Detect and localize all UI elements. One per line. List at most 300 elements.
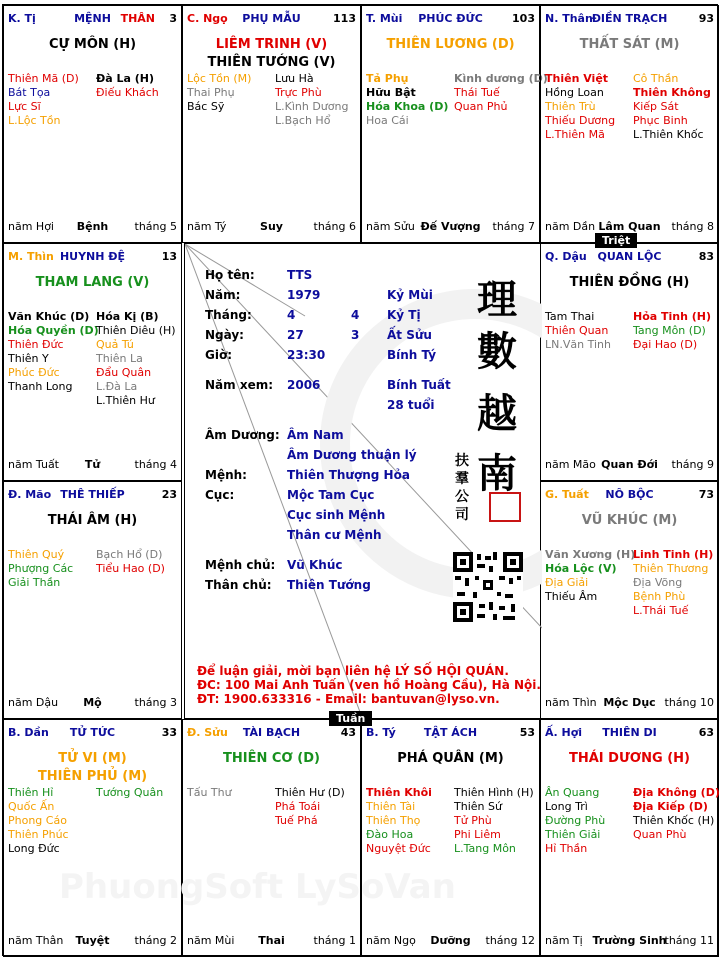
minor-star: Phi Liêm [454,828,501,841]
palace-footer [366,220,535,234]
minor-star: Quan Phủ [454,100,508,113]
minor-star: L.Thiên Mã [545,128,605,141]
palace-header [8,250,177,264]
main-star: PHÁ QUÂN (M) [397,751,504,766]
palace-phase: Mộ [83,696,102,709]
palace-name: ĐIỀN TRẠCH [591,12,668,25]
minor-star: Thiên Mã (D) [8,72,79,85]
minor-star: Đào Hoa [366,828,414,841]
label-amduong: Âm Dương: [205,428,280,442]
palace-number: 103 [512,12,535,25]
calligraphy-char-1: 理 [477,276,517,323]
minor-stars-left [366,786,432,856]
palace-number: 113 [333,12,356,25]
seal-char-1: 扶 [455,453,469,469]
value-cuc-3: Thân cư Mệnh [287,528,382,542]
main-star: THAM LANG (V) [35,275,150,290]
label-gio: Giờ: [205,348,233,362]
palace-year: năm Hợi [8,220,54,233]
palace-ti [3,5,182,243]
palace-number: 33 [161,726,177,739]
value-thang-al: 4 [351,308,360,322]
minor-star: Thái Tuế [454,86,500,99]
label-namxem: Năm xem: [205,378,274,392]
palace-month: tháng 1 [313,934,356,947]
value-gio-can: Bính Tý [387,348,437,362]
palace-year: năm Tị [545,934,583,947]
minor-star: L.Thiên Hư [96,394,155,407]
minor-star: Lộc Tồn (M) [187,72,252,85]
palace-branch: Đ. Mão [8,488,52,501]
palace-month: tháng 11 [664,934,714,947]
palace-branch: Q. Dậu [545,250,587,263]
palace-month: tháng 12 [485,934,535,947]
label-thanchu: Thân chủ: [205,578,272,592]
main-stars [4,512,181,530]
minor-star: Giải Thần [8,576,61,589]
palace-name: HUYNH ĐỆ [59,250,126,263]
palace-phase: Đế Vượng [420,220,481,233]
minor-star: Tấu Thư [187,786,232,799]
minor-star: Thiên Quan [545,324,609,337]
label-menhchu: Mệnh chủ: [205,558,276,572]
minor-star: Hồng Loan [545,86,604,99]
main-stars [362,36,539,54]
minor-stars-right [96,72,159,100]
contact-line-2: ĐC: 100 Mai Anh Tuấn (ven hồ Hoàng Cầu), Hà Nội. [197,678,541,692]
minor-star: Thiên Quý [8,548,65,561]
palace-footer [366,934,535,948]
minor-star: Tướng Quân [96,786,164,799]
value-hoten: TTS [287,268,313,282]
minor-star: Hóa Quyền (D) [8,324,99,337]
minor-star: Hỉ Thần [545,842,588,855]
value-namxem: 2006 [287,378,321,392]
minor-star: Tang Môn (D) [633,324,706,337]
palace-footer [545,220,714,234]
minor-star: L.Đà La [96,380,138,393]
minor-stars-left [366,72,448,128]
calligraphy-char-2: 數 [477,328,517,375]
value-gio: 23:30 [287,348,326,362]
palace-tuat [540,481,719,719]
minor-star: Lực Sĩ [8,100,41,113]
minor-star: Văn Xương (H) [545,548,636,561]
minor-star: Quốc Ấn [8,800,55,813]
label-nam: Năm: [205,288,241,302]
minor-star: Tử Phù [454,814,492,827]
minor-star: Thiên Khôi [366,786,432,799]
main-stars [4,274,181,292]
minor-stars-left [8,310,99,394]
qr-code [453,552,523,622]
minor-star: Phúc Đức [8,366,60,379]
palace-phase: Quan Đới [601,458,658,471]
minor-star: Bệnh Phù [633,590,686,603]
palace-month: tháng 5 [134,220,177,233]
minor-star: L.Tang Môn [454,842,516,855]
palace-header [545,726,714,740]
main-stars [541,36,718,54]
palace-name: TÀI BẠCH [242,726,301,739]
contact-line-3: ĐT: 1900.633316 - Email: bantuvan@lyso.vn. [197,692,500,706]
seal-char-3: 公 [455,489,469,505]
palace-month: tháng 7 [492,220,535,233]
palace-ty [361,719,540,957]
minor-stars-right [96,548,165,576]
palace-year: năm Thìn [545,696,597,709]
palace-name: QUAN LỘC [597,250,662,263]
palace-dan [3,719,182,957]
minor-stars-right [633,548,713,618]
main-stars [541,750,718,768]
minor-star: Kình dương (D) [454,72,548,85]
minor-star: L.Bạch Hổ [275,114,331,127]
minor-star: Thiên Thương [633,562,709,575]
main-star: THIÊN CƠ (D) [223,751,320,766]
minor-star: Thiên Giải [545,828,601,841]
minor-stars-left [8,548,73,590]
palace-number: 43 [340,726,356,739]
palace-month: tháng 2 [134,934,177,947]
palace-ngo [182,5,361,243]
main-stars [183,36,360,72]
minor-stars-left [545,72,615,142]
minor-star: Văn Khúc (D) [8,310,90,323]
main-stars [541,512,718,530]
minor-star: Ân Quang [545,786,600,799]
palace-month: tháng 9 [671,458,714,471]
palace-mao [3,481,182,719]
minor-star: Thiên Y [8,352,49,365]
value-cuc-1: Mộc Tam Cục [287,488,375,502]
contact-info [197,664,541,706]
seal-small-chars [455,452,469,524]
palace-phase: Mộc Dục [603,696,656,709]
minor-star: Thiên Trù [545,100,596,113]
center-panel [184,243,541,719]
seal-stamp [489,492,521,522]
minor-star: Thiên Không [633,86,711,99]
watermark: PhuongSoft LySoVan [59,867,456,907]
minor-star: Quả Tú [96,338,134,351]
label-thang: Tháng: [205,308,252,322]
minor-star: Bác Sỹ [187,100,225,113]
palace-year: năm Sửu [366,220,415,233]
minor-star: Thiên Hình (H) [454,786,534,799]
value-namxem-can: Bính Tuất [387,378,451,392]
palace-header [545,250,714,264]
minor-star: Hoa Cái [366,114,409,127]
palace-year: năm Mão [545,458,596,471]
palace-name: PHỤ MẪU [242,12,301,25]
value-nam-can: Kỷ Mùi [387,288,433,302]
main-stars [4,36,181,54]
palace-than [540,5,719,243]
palace-name: MỆNH [74,12,111,25]
label-hoten: Họ tên: [205,268,255,282]
palace-dau [540,243,719,481]
palace-header [8,488,177,502]
minor-stars-left [8,72,79,128]
palace-number: 73 [698,488,714,501]
palace-extra-marker: THÂN [120,12,155,25]
palace-number: 63 [698,726,714,739]
minor-star: Thiên Khốc (H) [633,814,715,827]
minor-star: Linh Tinh (H) [633,548,714,561]
palace-footer [545,934,714,948]
minor-star: Địa Kiếp (D) [633,800,708,813]
minor-stars-right [275,72,348,128]
palace-footer [8,934,177,948]
palace-footer [545,696,714,710]
calligraphy-char-3: 越 [477,390,517,437]
palace-branch: K. Tị [8,12,36,25]
minor-star: Đà La (H) [96,72,154,85]
minor-star: LN.Văn Tinh [545,338,611,351]
palace-header [8,726,177,740]
palace-year: năm Tuất [8,458,59,471]
minor-star: Hóa Kị (B) [96,310,159,323]
minor-star: Thiên Phúc [8,828,69,841]
palace-phase: Trường Sinh [592,934,667,947]
palace-year: năm Tý [187,220,227,233]
palace-number: 13 [161,250,177,263]
minor-stars-left [8,786,69,856]
main-star: THIÊN PHỦ (M) [37,769,148,784]
palace-branch: T. Mùi [366,12,403,25]
main-stars [362,750,539,768]
minor-star: Kiếp Sát [633,100,679,113]
minor-star: Đẩu Quân [96,366,152,379]
palace-year: năm Dần [545,220,596,233]
minor-star: L.Thái Tuế [633,604,689,617]
palace-year: năm Mùi [187,934,235,947]
minor-star: Địa Giải [545,576,589,589]
minor-stars-left [545,548,635,604]
seal-char-2: 羣 [455,471,469,487]
palace-branch: G. Tuất [545,488,589,501]
palace-year: năm Thân [8,934,64,947]
minor-star: Đường Phù [545,814,606,827]
palace-number: 93 [698,12,714,25]
minor-star: Phục Binh [633,114,688,127]
minor-star: Lưu Hà [275,72,314,85]
value-amduong-2: Âm Dương thuận lý [287,448,417,462]
palace-year: năm Dậu [8,696,59,709]
tuan-tag: Tuần [329,711,372,726]
main-star: TỬ VI (M) [58,751,127,766]
main-star: THÁI DƯƠNG (H) [568,751,691,766]
palace-number: 23 [161,488,177,501]
minor-star: Quan Phù [633,828,687,841]
palace-name: TỬ TỨC [69,726,116,739]
palace-month: tháng 10 [664,696,714,709]
palace-phase: Bệnh [76,220,109,233]
calligraphy-char-4: 南 [477,450,517,497]
main-star: LIÊM TRINH (V) [215,37,328,52]
minor-star: Bạch Hổ (D) [96,548,163,561]
palace-branch: B. Tý [366,726,396,739]
minor-star: Hóa Lộc (V) [545,562,617,575]
minor-star: Thiên Đức [8,338,64,351]
minor-star: Thiên Sứ [454,800,502,813]
palace-header [366,12,535,26]
value-thang-can: Kỷ Tị [387,308,421,322]
main-star: VŨ KHÚC (M) [581,513,678,528]
palace-name: THÊ THIẾP [60,488,125,501]
palace-thin [3,243,182,481]
minor-star: Trực Phù [275,86,322,99]
minor-star: Thiên Việt [545,72,609,85]
palace-branch: M. Thìn [8,250,54,263]
label-menh: Mệnh: [205,468,247,482]
minor-stars-left [187,72,251,114]
main-star: THIÊN LƯƠNG (D) [386,37,515,52]
minor-star: Tam Thai [545,310,595,323]
palace-year: năm Ngọ [366,934,416,947]
main-star: THIÊN ĐỒNG (H) [569,275,690,290]
palace-name: PHÚC ĐỨC [418,12,483,25]
minor-star: Phượng Các [8,562,74,575]
palace-header [8,12,177,26]
value-ngay: 27 [287,328,304,342]
palace-phase: Tuyệt [75,934,110,947]
main-stars [4,750,181,786]
palace-month: tháng 4 [134,458,177,471]
minor-stars-right [633,72,711,142]
value-amduong-1: Âm Nam [287,428,344,442]
palace-branch: N. Thân [545,12,593,25]
minor-star: Thiên Hư (D) [275,786,345,799]
value-menhchu: Vũ Khúc [287,558,343,572]
minor-stars-left [545,786,605,856]
value-ngay-al: 3 [351,328,360,342]
palace-name: TẬT ÁCH [423,726,478,739]
minor-star: Cô Thần [633,72,679,85]
minor-star: Thiên Diêu (H) [96,324,176,337]
minor-star: Thiếu Âm [545,590,598,603]
palace-header [187,12,356,26]
value-cuc-2: Cục sinh Mệnh [287,508,386,522]
minor-star: Tả Phụ [366,72,409,85]
minor-star: Thiên Hỉ [8,786,54,799]
value-menh: Thiên Thượng Hỏa [287,468,410,482]
value-thanchu: Thiên Tướng [287,578,371,592]
minor-stars-right [96,786,163,800]
label-cuc: Cục: [205,488,235,502]
minor-star: Thanh Long [8,380,73,393]
minor-star: Thiếu Dương [545,114,616,127]
contact-line-1: Để luận giải, mời bạn liên hệ LÝ SỐ HỘI QUÁN. [197,664,509,678]
palace-header [187,726,356,740]
minor-stars-right [454,72,548,114]
minor-stars-right [454,786,534,856]
seal-char-4: 司 [455,507,469,523]
minor-stars-left [545,310,611,352]
palace-footer [8,220,177,234]
palace-month: tháng 6 [313,220,356,233]
minor-star: Đại Hao (D) [633,338,698,351]
minor-star: Thai Phụ [187,86,235,99]
minor-star: Thiên Tài [366,800,416,813]
main-star: CỰ MÔN (H) [48,37,137,52]
palace-suu [182,719,361,957]
palace-phase: Lâm Quan [598,220,661,233]
minor-star: Hóa Khoa (D) [366,100,449,113]
main-stars [183,750,360,768]
value-tuoi: 28 tuổi [387,398,435,412]
palace-name: THIÊN DI [602,726,657,739]
minor-star: Nguyệt Đức [366,842,431,855]
value-nam: 1979 [287,288,321,302]
palace-footer [8,696,177,710]
palace-number: 83 [698,250,714,263]
minor-stars-right [633,786,720,842]
minor-star: Điếu Khách [96,86,159,99]
minor-stars-right [96,310,176,408]
main-star: THÁI ÂM (H) [47,513,138,528]
palace-header [545,488,714,502]
palace-phase: Suy [260,220,283,233]
minor-star: Bát Tọa [8,86,51,99]
minor-star: Thiên Thọ [366,814,421,827]
minor-star: Tiểu Hao (D) [96,562,165,575]
triet-tag: Triệt [595,233,637,248]
palace-branch: C. Ngọ [187,12,228,25]
value-thang: 4 [287,308,296,322]
palace-branch: B. Dần [8,726,49,739]
minor-star: Phá Toái [275,800,321,813]
minor-star: L.Kình Dương [275,100,349,113]
palace-footer [545,458,714,472]
minor-star: Long Trì [545,800,588,813]
main-stars [541,274,718,292]
minor-star: Hữu Bật [366,86,416,99]
palace-name: NÔ BỘC [605,488,654,501]
palace-month: tháng 8 [671,220,714,233]
palace-header [545,12,714,26]
horoscope-chart [2,4,718,956]
minor-star: Hỏa Tinh (H) [633,310,712,323]
palace-header [366,726,535,740]
minor-star: Long Đức [8,842,60,855]
palace-footer [187,934,356,948]
palace-phase: Thai [258,934,285,947]
minor-star: L.Thiên Khốc [633,128,704,141]
value-ngay-can: Ất Sửu [387,328,432,342]
main-star: THIÊN TƯỚNG (V) [207,55,336,70]
minor-star: Tuế Phá [275,814,318,827]
minor-star: L.Lộc Tồn [8,114,61,127]
palace-footer [187,220,356,234]
minor-star: Địa Võng [633,576,683,589]
minor-star: Địa Không (D) [633,786,720,799]
palace-number: 3 [169,12,177,25]
palace-hoi [540,719,719,957]
palace-phase: Dưỡng [430,934,471,947]
palace-footer [8,458,177,472]
minor-star: Phong Cáo [8,814,67,827]
minor-stars-left [187,786,232,800]
palace-phase: Tử [84,458,101,471]
minor-star: Thiên La [96,352,143,365]
palace-branch: Đ. Sửu [187,726,228,739]
minor-stars-right [275,786,345,828]
palace-branch: Ấ. Hợi [545,726,583,739]
label-ngay: Ngày: [205,328,244,342]
main-star: THẤT SÁT (M) [579,37,680,52]
